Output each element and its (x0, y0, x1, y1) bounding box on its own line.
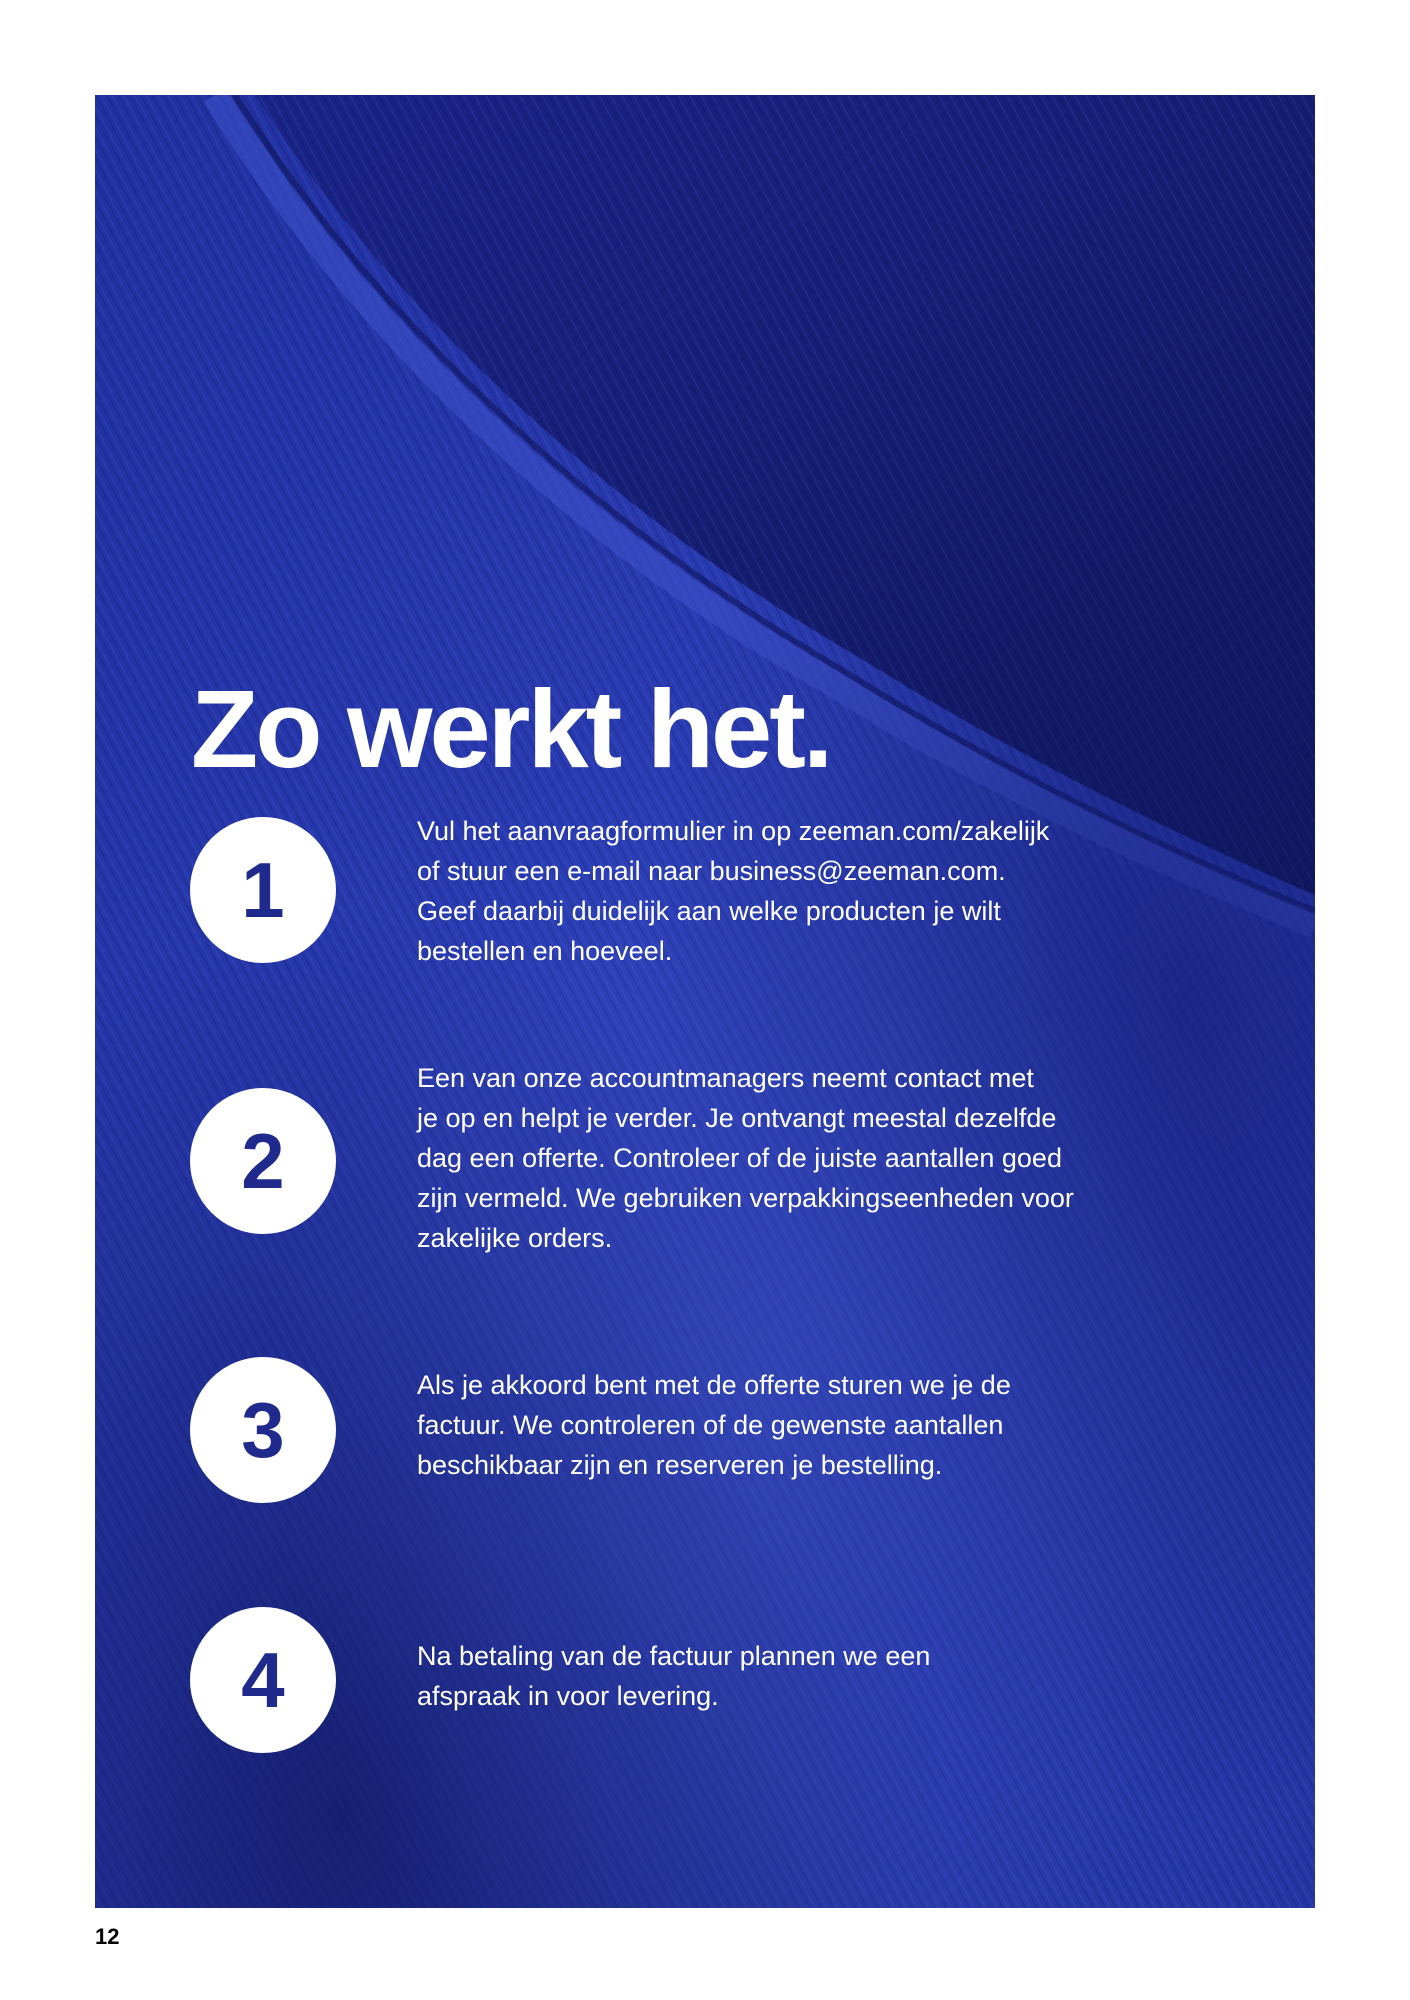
step-1-line: bestellen en hoeveel. (417, 936, 673, 966)
step-4-number: 4 (241, 1636, 285, 1724)
page-title: Zo werkt het. (191, 668, 831, 791)
step-2-line: dag een offerte. Controleer of de juiste aantallen goed (417, 1143, 1062, 1173)
step-1-text (417, 811, 1197, 971)
step-3-line: factuur. We controleren of de gewenste aantallen (417, 1410, 1004, 1440)
step-3-line: Als je akkoord bent met de offerte sturen we je de (417, 1370, 1011, 1400)
step-2-line: Een van onze accountmanagers neemt contact met (417, 1063, 1034, 1093)
step-4-text (417, 1636, 1197, 1716)
page-number: 12 (95, 1924, 120, 1949)
step-2-line: je op en helpt je verder. Je ontvangt meestal dezelfde (417, 1103, 1057, 1133)
step-4-line: Na betaling van de factuur plannen we een (417, 1641, 931, 1671)
step-4-line: afspraak in voor levering. (417, 1681, 719, 1711)
step-2-line: zijn vermeld. We gebruiken verpakkingseenheden voor (417, 1183, 1074, 1213)
step-1-badge (190, 817, 336, 963)
step-3-badge (190, 1357, 336, 1503)
step-1-line: of stuur een e-mail naar business@zeeman.com. (417, 856, 1006, 886)
step-3-text (417, 1365, 1197, 1485)
hero-fabric-panel (95, 95, 1315, 1908)
step-3-line: beschikbaar zijn en reserveren je bestelling. (417, 1450, 943, 1480)
step-2-number: 2 (241, 1117, 285, 1205)
step-1-line: Vul het aanvraagformulier in op zeeman.com/zakelijk (417, 816, 1050, 846)
step-2-text (417, 1058, 1197, 1258)
step-1-line: Geef daarbij duidelijk aan welke producten je wilt (417, 896, 1001, 926)
step-1-number: 1 (241, 846, 285, 934)
step-4-badge (190, 1607, 336, 1753)
step-2-line: zakelijke orders. (417, 1223, 613, 1253)
step-3-number: 3 (241, 1386, 285, 1474)
step-2-badge (190, 1088, 336, 1234)
